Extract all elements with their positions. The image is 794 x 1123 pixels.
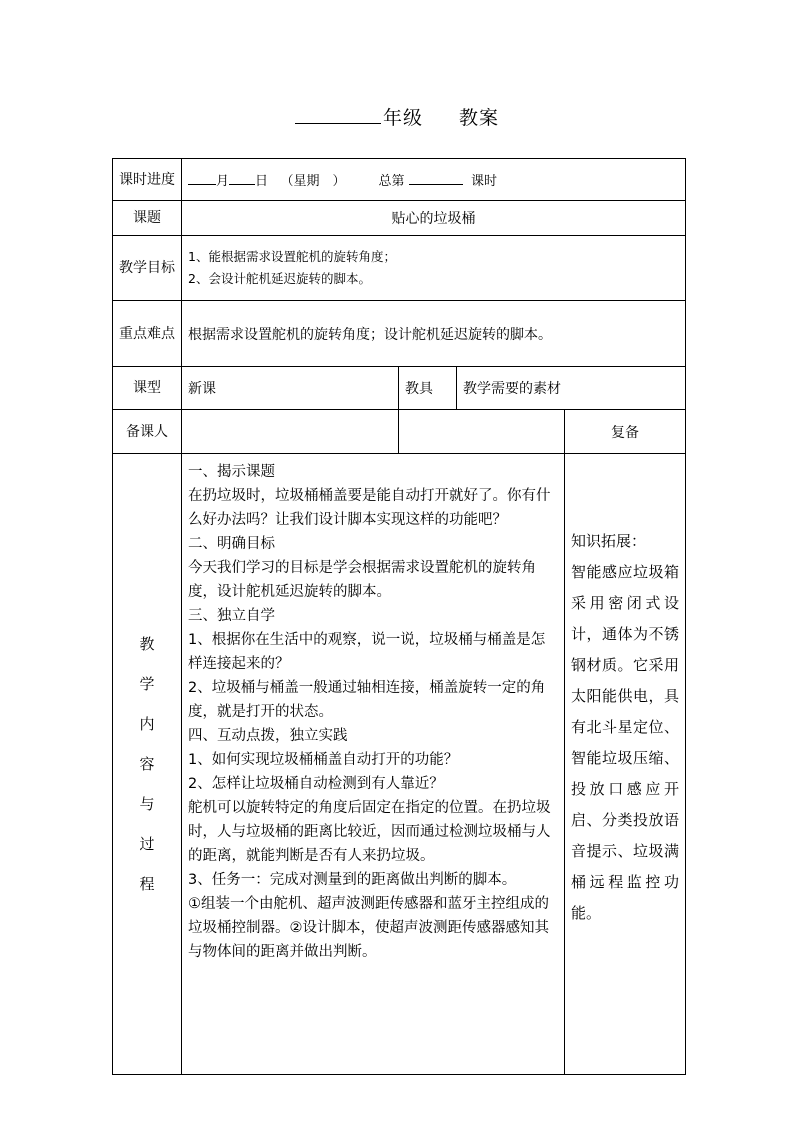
day-blank[interactable] (229, 170, 255, 185)
content-label-char: 内 (139, 715, 155, 733)
review-label: 复备 (565, 410, 686, 454)
lesson-plan-table (112, 158, 686, 1075)
content-line: 3、任务一：完成对测量到的距离做出判断的脚本。 (188, 872, 517, 888)
content-line: ①组装一个由舵机、超声波测距传感器和蓝牙主控组成的垃圾桶控制器。②设计脚本，使超声波测距传感器感知其与物体间的距离并做出判断。 (188, 896, 549, 960)
content-label-char: 容 (139, 755, 155, 773)
content-line: 在扔垃圾时，垃圾桶桶盖要是能自动打开就好了。你有什么好办法吗？让我们设计脚本实现这样的功能吧？ (188, 488, 551, 528)
goal-item: 2、会设计舵机延迟旋转的脚本。 (188, 271, 371, 286)
prep-cell-2[interactable] (399, 410, 565, 454)
content-body (182, 454, 565, 1075)
knowledge-heading: 知识拓展： (571, 532, 647, 550)
content-label-char: 教 (139, 635, 155, 653)
content-label (113, 454, 182, 1075)
goals-row (113, 236, 686, 301)
total-blank[interactable] (409, 170, 463, 185)
schedule-label: 课时进度 (113, 159, 182, 201)
topic-row (113, 201, 686, 236)
schedule-value (182, 159, 686, 201)
content-label-char: 程 (139, 875, 155, 893)
content-line: 1、如何实现垃圾桶桶盖自动打开的功能？ (188, 752, 459, 768)
page-title (0, 104, 794, 132)
knowledge-text: 智能感应垃圾箱采用密闭式设计，通体为不锈钢材质。它采用太阳能供电，具有北斗星定位、智能垃圾压缩、投放口感应开启、分类投放语音提示、垃圾满桶远程监控功能。 (571, 563, 679, 922)
content-line: 一、揭示课题 (188, 464, 275, 480)
content-line: 二、明确目标 (188, 536, 275, 552)
content-label-char: 与 (139, 795, 155, 813)
lesson-type-value: 新课 (182, 367, 399, 410)
month-label: 月 (216, 174, 230, 189)
knowledge-extension (565, 454, 686, 1075)
content-line: 今天我们学习的目标是学会根据需求设置舵机的旋转角度，设计舵机延迟旋转的脚本。 (188, 560, 536, 600)
content-row (113, 454, 686, 1075)
keypoints-label: 重点难点 (113, 301, 182, 367)
keypoints-value: 根据需求设置舵机的旋转角度；设计舵机延迟旋转的脚本。 (182, 301, 686, 367)
topic-value: 贴心的垃圾桶 (182, 201, 686, 236)
content-line: 2、垃圾桶与桶盖一般通过轴相连接，桶盖旋转一定的角度，就是打开的状态。 (188, 680, 546, 720)
content-line: 舵机可以旋转特定的角度后固定在指定的位置。在扔垃圾时，人与垃圾桶的距离比较近，因而通过检测垃圾桶与人的距离，就能判断是否有人来扔垃圾。 (188, 800, 551, 864)
total-suffix: 课时 (470, 174, 497, 189)
topic-label: 课题 (113, 201, 182, 236)
goals-label: 教学目标 (113, 236, 182, 301)
weekday-label: （星期 ） (280, 174, 346, 189)
plan-label: 教案 (459, 107, 500, 129)
content-line: 三、独立自学 (188, 608, 275, 624)
goals-value (182, 236, 686, 301)
prep-label: 备课人 (113, 410, 182, 454)
keypoints-row (113, 301, 686, 367)
tools-label: 教具 (399, 367, 457, 410)
month-blank[interactable] (188, 170, 216, 185)
prep-cell-1[interactable] (182, 410, 399, 454)
total-prefix: 总第 (378, 174, 405, 189)
prep-row (113, 410, 686, 454)
tools-value: 教学需要的素材 (457, 367, 686, 410)
content-line: 四、互动点拨，独立实践 (188, 728, 348, 744)
content-line: 2、怎样让垃圾桶自动检测到有人靠近？ (188, 776, 444, 792)
content-label-char: 过 (139, 835, 155, 853)
schedule-row (113, 159, 686, 201)
goal-item: 1、能根据需求设置舵机的旋转角度； (188, 249, 396, 264)
content-label-char: 学 (139, 675, 155, 693)
grade-suffix: 年级 (382, 107, 423, 129)
content-line: 1、根据你在生活中的观察，说一说，垃圾桶与桶盖是怎样连接起来的？ (188, 632, 546, 672)
lesson-type-label: 课型 (113, 367, 182, 410)
grade-blank[interactable] (295, 105, 381, 124)
lesson-type-row (113, 367, 686, 410)
day-label: 日 (255, 174, 269, 189)
